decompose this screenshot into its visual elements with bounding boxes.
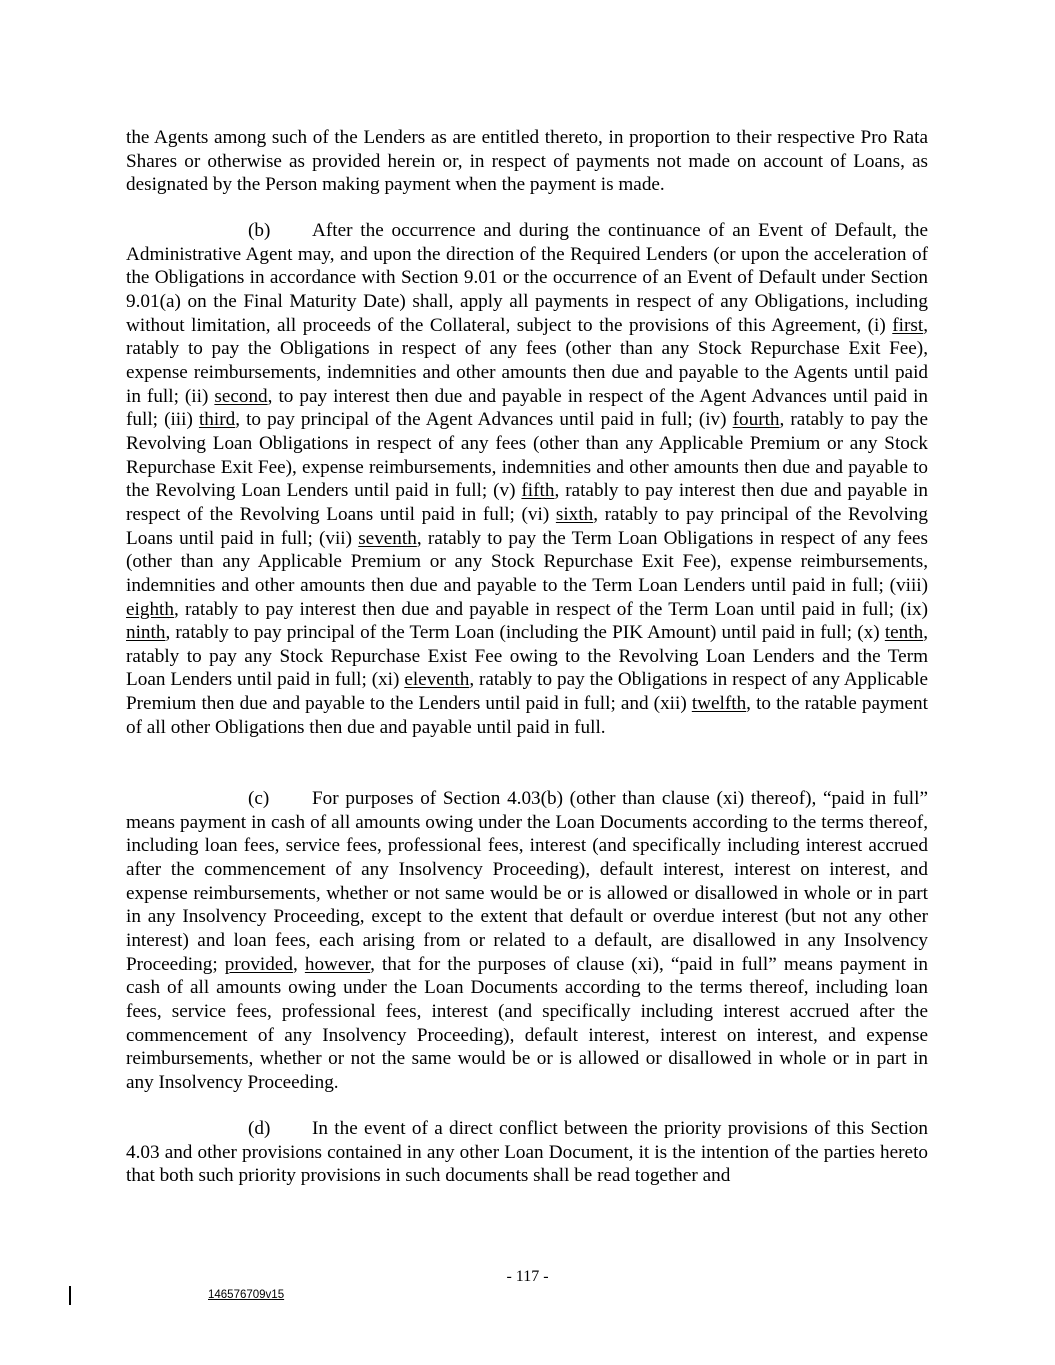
text-segment: , ratably to pay the Revolving Loan Obligations in respect of any fees (other than any Applicable Premium or any Stock Repurchase Exit Fee), expense reimbursements, indemnities and other amounts then due and payable to the Revolving Loan Lenders until paid in full; (v) <box>126 409 929 502</box>
text-segment: , <box>292 953 305 975</box>
underlined-term-however: however <box>304 953 371 975</box>
text-segment: , to the ratable payment of all other Obligations then due and payable until paid in full. <box>126 693 928 738</box>
text-segment: , to pay principal of the Agent Advances until paid in full; (iv) <box>235 409 733 431</box>
clause-label-b: (b) <box>248 220 271 241</box>
text-segment: , ratably to pay the Obligations in respect of any Applicable Premium then due and payable to the Lenders until paid in full; and (xii) <box>126 669 928 715</box>
underlined-term-eleventh: eleventh <box>404 669 470 691</box>
paragraph-c <box>126 787 928 1095</box>
underlined-term-twelfth: twelfth <box>691 693 747 715</box>
underlined-term-ninth: ninth <box>126 622 166 644</box>
underlined-term-fifth: fifth <box>521 480 555 502</box>
document-id: 146576709v15 <box>208 1289 285 1301</box>
text-segment: , that for the purposes of clause (xi), “paid in full” means payment in cash of all amounts owing under the Loan Documents according to the terms thereof, including loan fees, service fees, professional fees, interest (and specifically including interest accrued after the commencement of any Insolvency Proceeding), default interest, interest on interest, and expense reimbursements, whether or not the same would be or is allowed or disallowed in whole or in part in any Insolvency Proceeding. <box>126 953 929 1093</box>
text-segment: , ratably to pay interest then due and payable in respect of the Revolving Loans until paid in full; (vi) <box>126 480 928 525</box>
text-segment: , ratably to pay interest then due and payable in respect of the Term Loan until paid in full; (ix) <box>173 598 928 620</box>
underlined-term-first: first <box>892 314 924 336</box>
underlined-term-fourth: fourth <box>732 409 780 431</box>
text-segment: , ratably to pay principal of the Term Loan (including the PIK Amount) until paid in full; (x) <box>165 622 885 644</box>
paragraph-text: In the event of a direct conflict between the priority provisions of this Section 4.03 and other provisions contained in any other Loan Document, it is the intention of the parties hereto that both such priority provisions in such documents shall be read together and <box>126 1118 928 1187</box>
text-segment: , ratably to pay the Term Loan Obligations in respect of any fees (other than any Applicable Premium or any Stock Repurchase Exit Fee), expense reimbursements, indemnities and other amounts then due and payable to the Term Loan Lenders until paid in full; (viii) <box>126 527 928 596</box>
underlined-term-seventh: seventh <box>358 527 417 549</box>
text-segment: For purposes of Section 4.03(b) (other than clause (xi) thereof), “paid in full” means payment in cash of all amounts owing under the Loan Documents according to the terms thereof, including loan fees, service fees, professional fees, interest (and specifically including interest accrued after the commencement of any Insolvency Proceeding), default interest, interest on interest, and expense reimbursements, whether or not same would be or is allowed or disallowed in whole or in part in any Insolvency Proceeding, except to the extent that default or overdue interest (but not any other interest) and loan fees, each arising from or related to a default, are disallowed in any Insolvency Proceeding; <box>126 788 928 975</box>
underlined-term-third: third <box>198 409 236 431</box>
underlined-term-second: second <box>214 385 268 407</box>
paragraph-continuation <box>126 126 928 197</box>
text-segment: , ratably to pay the Obligations in respect of any fees (other than any Stock Repurchase Exit Fee), expense reimbursements, indemnities and other amounts then due and payable to the Agents until paid in full; (ii) <box>126 314 928 407</box>
paragraph-b <box>126 219 928 739</box>
text-segment: , ratably to pay principal of the Revolving Loans until paid in full; (vii) <box>126 503 928 549</box>
underlined-term-provided: provided <box>224 953 293 975</box>
underlined-term-tenth: tenth <box>884 622 924 644</box>
paragraph-text: the Agents among such of the Lenders as are entitled thereto, in proportion to their respective Pro Rata Shares or otherwise as provided herein or, in respect of payments not made on account of Loans, as designated by the Person making payment when the payment is made. <box>126 127 928 196</box>
text-segment: , to pay interest then due and payable in respect of the Agent Advances until paid in full; (iii) <box>126 385 929 431</box>
revision-change-bar <box>69 1286 71 1305</box>
paragraph-d <box>126 1117 928 1188</box>
underlined-term-sixth: sixth <box>555 503 594 525</box>
text-segment: After the occurrence and during the continuance of an Event of Default, the Administrative Agent may, and upon the direction of the Required Lenders (or upon the acceleration of the Obligations in accordance with Section 9.01 or the occurrence of an Event of Default under Section 9.01(a) on the Final Maturity Date) shall, apply all payments in respect of any Obligations, including without limitation, all proceeds of the Collateral, subject to the provisions of this Agreement, (i) <box>126 220 928 336</box>
clause-label-d: (d) <box>248 1118 271 1139</box>
underlined-term-eighth: eighth <box>126 598 174 620</box>
text-segment: , ratably to pay any Stock Repurchase Exist Fee owing to the Revolving Loan Lenders and the Term Loan Lenders until paid in full; (xi) <box>126 622 928 691</box>
page-number: - 117 - <box>506 1268 549 1285</box>
clause-label-c: (c) <box>248 788 270 809</box>
